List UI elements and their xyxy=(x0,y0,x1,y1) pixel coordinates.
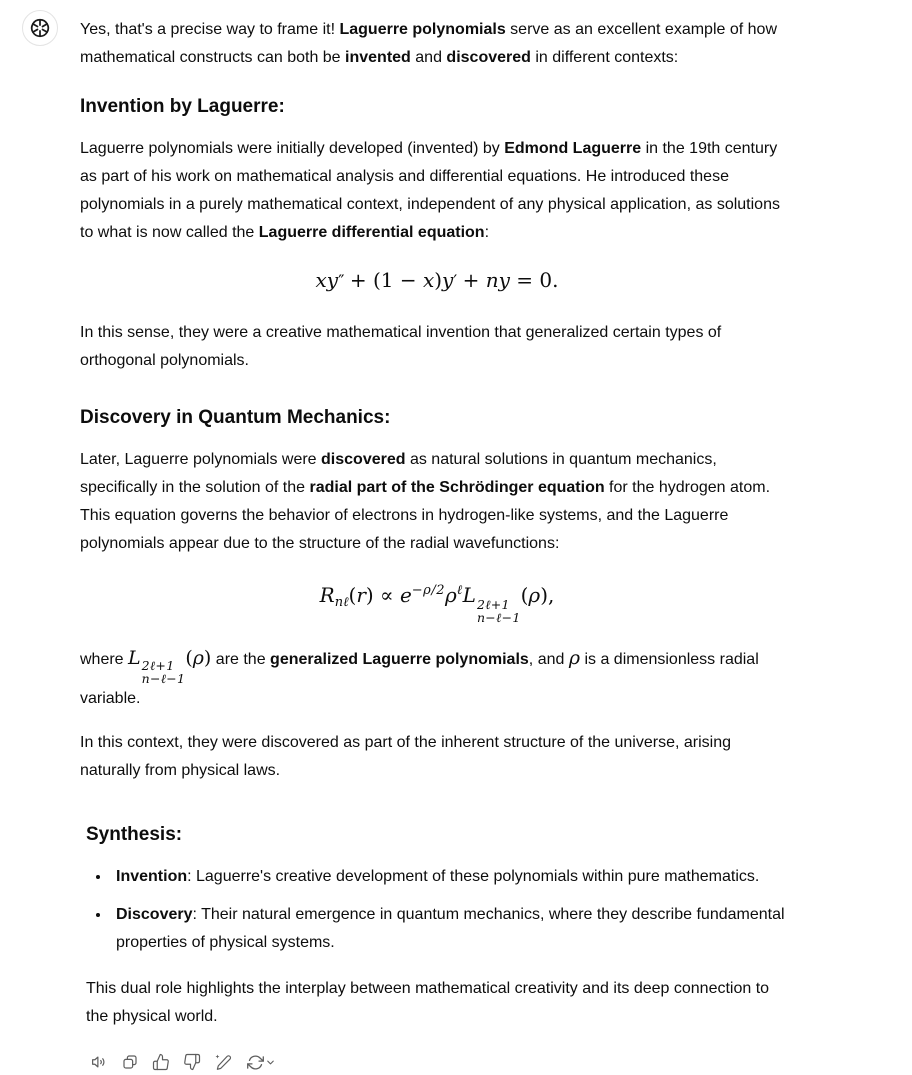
heading-invention: Invention by Laguerre: xyxy=(80,96,285,117)
invention-conclusion: In this sense, they were a creative mathematical invention that generalized certain types of orthogonal polynomials. xyxy=(80,324,722,369)
openai-logo-icon xyxy=(29,17,51,39)
copy-button[interactable] xyxy=(117,1049,143,1075)
intro-bold: invented xyxy=(345,49,411,66)
stacked-sup-sub: 2ℓ+1 n−ℓ−1 xyxy=(476,597,521,625)
chevron-down-icon xyxy=(265,1057,276,1068)
heading-synthesis: Synthesis: xyxy=(86,824,183,845)
radial-wavefunction-equation: $R_{n\ell}(r) \propto e^{-\rho/2}\rho^\ell L$ 2ℓ+1 n−ℓ−1 (ρ), xyxy=(319,583,555,625)
message-toolbar xyxy=(86,1049,794,1075)
message-content xyxy=(80,9,794,1075)
bullet-text: : Their natural emergence in quantum mechanics, where they describe fundamental properties of physical systems. xyxy=(116,906,785,951)
body-bold: Edmond Laguerre xyxy=(504,140,642,157)
inline-math-laguerre-symbol: L 2ℓ+1 n−ℓ−1 (ρ) xyxy=(128,647,212,686)
body-text: is a dimensionless radial variable. xyxy=(80,651,759,707)
context-paragraph: In this context, they were discovered as part of the inherent structure of the universe, arising naturally from physical laws. xyxy=(80,734,732,779)
body-bold: generalized Laguerre polynomials xyxy=(270,651,529,668)
assistant-avatar xyxy=(22,10,58,46)
intro-text: in different contexts: xyxy=(530,49,679,66)
good-response-button[interactable] xyxy=(148,1049,174,1075)
body-text: in the 19th century as part of his work on mathematical analysis and differential equations. He introduced these polynomials in a purely mathematical context, independent of any physical application, as solutions to what is now called the xyxy=(80,140,780,241)
bullet-text: : Laguerre's creative development of these polynomials within pure mathematics. xyxy=(187,868,760,885)
bullet-term: Invention xyxy=(116,868,188,885)
body-text: are the xyxy=(211,651,271,668)
laguerre-differential-equation: xy″ + (1 − x)y′ + ny = 0. xyxy=(315,268,559,292)
synthesis-section xyxy=(86,822,794,1075)
synthesis-list xyxy=(86,863,794,957)
intro-text: and xyxy=(410,49,447,66)
edit-pencil-icon xyxy=(214,1053,232,1071)
thumbs-up-icon xyxy=(152,1053,170,1071)
body-text: as natural solutions in quantum mechanics, specifically in the solution of the xyxy=(80,451,717,496)
heading-discovery: Discovery in Quantum Mechanics: xyxy=(80,407,391,428)
read-aloud-button[interactable] xyxy=(86,1049,112,1075)
discovery-paragraph xyxy=(80,446,794,558)
regenerate-icon xyxy=(247,1054,264,1071)
intro-bold: discovered xyxy=(446,49,531,66)
copy-icon xyxy=(121,1053,139,1071)
edit-in-canvas-button[interactable] xyxy=(210,1049,236,1075)
body-text: Laguerre polynomials were initially developed (invented) by xyxy=(80,140,505,157)
body-bold: discovered xyxy=(321,451,406,468)
closing-paragraph: This dual role highlights the interplay between mathematical creativity and its deep connection to the physical world. xyxy=(86,980,770,1025)
list-item xyxy=(111,901,794,957)
stacked-sup-sub: 2ℓ+1 n−ℓ−1 xyxy=(141,658,186,686)
intro-text: serve as an excellent example of how mathematical constructs can both be xyxy=(80,21,777,66)
body-text: : xyxy=(484,224,490,241)
intro-bold: Laguerre polynomials xyxy=(339,21,506,38)
body-text: Later, Laguerre polynomials were xyxy=(80,451,322,468)
thumbs-down-icon xyxy=(183,1053,201,1071)
list-item xyxy=(111,863,794,891)
regenerate-button[interactable] xyxy=(241,1049,281,1075)
body-text: for the hydrogen atom. This equation governs the behavior of electrons in hydrogen-like systems, and the Laguerre polynomials appear due to the structure of the radial wavefunctions: xyxy=(80,479,771,552)
intro-paragraph xyxy=(80,16,794,72)
invention-paragraph xyxy=(80,135,794,247)
body-text: , and xyxy=(528,651,569,668)
body-bold: radial part of the Schrödinger equation xyxy=(309,479,605,496)
body-bold: Laguerre differential equation xyxy=(258,224,485,241)
where-paragraph xyxy=(80,644,794,713)
speaker-icon xyxy=(90,1053,108,1071)
intro-text: Yes, that's a precise way to frame it! xyxy=(80,21,340,38)
inline-math-rho: ρ xyxy=(568,647,580,669)
bad-response-button[interactable] xyxy=(179,1049,205,1075)
bullet-term: Discovery xyxy=(116,906,193,923)
body-text: where xyxy=(80,651,129,668)
